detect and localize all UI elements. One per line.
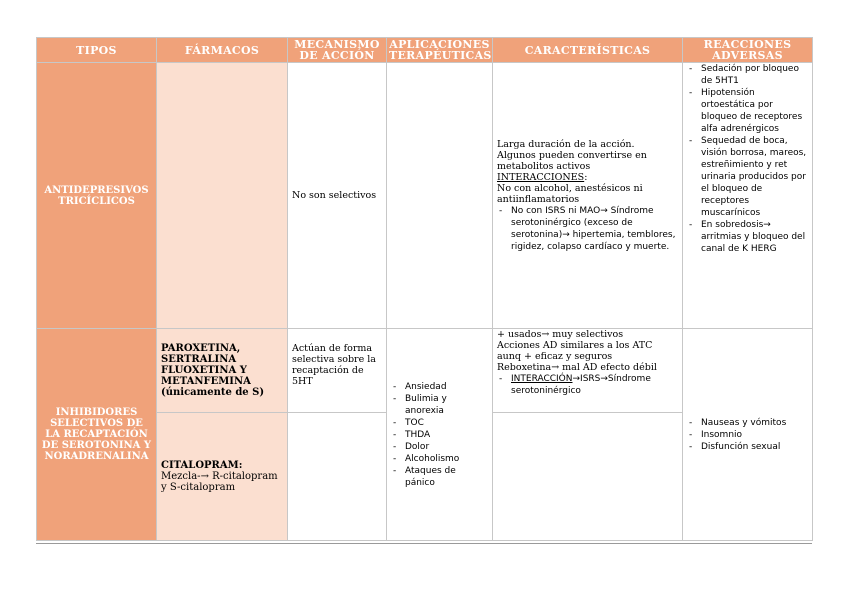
citalopram-title: CITALOPRAM: bbox=[161, 460, 243, 471]
caracteristicas-isrsn bbox=[493, 329, 683, 413]
header-tipos: TIPOS bbox=[37, 38, 157, 63]
tipo-triciclicos: ANTIDEPRESIVOS TRICÍCLICOS bbox=[37, 63, 157, 329]
reacciones-isrsn bbox=[683, 329, 813, 541]
isrsn-line1: + usados→ muy selectivos bbox=[497, 329, 624, 340]
mecanismo-isrsn: Actúan de forma selectiva sobre la recaptación de 5HT bbox=[288, 329, 387, 413]
isrsn-line3: Reboxetina→ mal AD efecto débil bbox=[497, 362, 657, 373]
row-triciclicos bbox=[37, 63, 813, 329]
reaccion-item: - Nauseas y vómitos bbox=[687, 417, 808, 429]
aplicacion-item: - Ataques de pánico bbox=[391, 465, 488, 489]
aplicacion-item: - Bulimia y anorexia bbox=[391, 393, 488, 417]
header-farmacos: FÁRMACOS bbox=[157, 38, 288, 63]
table-bottom-rule bbox=[36, 543, 812, 544]
aplicaciones-isrsn bbox=[387, 329, 493, 541]
caracteristicas-triciclicos bbox=[493, 63, 683, 329]
aplicacion-item: - THDA bbox=[391, 429, 488, 441]
pharmacology-table bbox=[36, 37, 813, 541]
header-caracteristicas: CARACTERÍSTICAS bbox=[493, 38, 683, 63]
caracteristicas-line2: Algunos pueden convertirse en metabolitos activos bbox=[497, 149, 647, 172]
aplicaciones-triciclicos bbox=[387, 63, 493, 329]
aplicacion-item: - Alcoholismo bbox=[391, 453, 488, 465]
mecanismo-citalopram bbox=[288, 413, 387, 541]
interaccion-list bbox=[497, 373, 678, 397]
caracteristicas-line1: Larga duración de la acción. bbox=[497, 138, 635, 150]
header-mecanismo: MECANISMO DE ACCIÓN bbox=[288, 38, 387, 63]
interaccion-text: →ISRS→Síndrome serotoninérgico bbox=[511, 374, 651, 396]
farmaco-paroxetina: PAROXETINA, SERTRALINA FLUOXETINA Y METANFEMINA (únicamente de S) bbox=[157, 329, 288, 413]
farmacos-triciclicos bbox=[157, 63, 288, 329]
interacciones-list bbox=[497, 205, 678, 253]
aplicacion-item: - Ansiedad bbox=[391, 381, 488, 393]
reaccion-item: - Sequedad de boca, visión borrosa, mareos, estreñimiento y ret urinaria producidos por el bloqueo de receptores muscarínicos bbox=[687, 135, 808, 219]
interacciones-colon: : bbox=[584, 171, 588, 183]
interacciones-label: INTERACCIONES bbox=[497, 171, 585, 183]
interaccion-item bbox=[497, 373, 678, 397]
header-row bbox=[37, 38, 813, 63]
tipo-isrsn: INHIBIDORES SELECTIVOS DE LA RECAPTACIÓN DE SEROTONINA Y NORADRENALINA bbox=[37, 329, 157, 541]
reacciones-list-triciclicos bbox=[687, 63, 808, 255]
reaccion-item: - Hipotensión ortoestática por bloqueo de receptores alfa adrenérgicos bbox=[687, 87, 808, 135]
farmaco-citalopram bbox=[157, 413, 288, 541]
reaccion-item: - En sobredosis→ arritmias y bloqueo del canal de K HERG bbox=[687, 219, 808, 255]
reacciones-list-isrsn bbox=[687, 417, 808, 453]
isrsn-line2: Acciones AD similares a los ATC aunq + eficaz y seguros bbox=[497, 340, 653, 362]
header-reacciones: REACCIONES ADVERSAS bbox=[683, 38, 813, 63]
header-aplicaciones: APLICACIONES TERAPÉUTICAS bbox=[387, 38, 493, 63]
interaccion-label: INTERACCIÓN bbox=[511, 374, 573, 384]
reacciones-triciclicos bbox=[683, 63, 813, 329]
reaccion-item: - Disfunción sexual bbox=[687, 441, 808, 453]
caracteristicas-line3: No con alcohol, anestésicos ni antiinflamatorios bbox=[497, 182, 643, 205]
interacciones-bullet: - No con ISRS ni MAO→ Síndrome serotoninérgico (exceso de serotonina)→ hipertemia, temblores, rigidez, colapso cardíaco y muerte. bbox=[497, 205, 678, 253]
aplicacion-item: - TOC bbox=[391, 417, 488, 429]
row-isrsn-a bbox=[37, 329, 813, 413]
citalopram-text: Mezcla-→ R-citalopram y S-citalopram bbox=[161, 471, 278, 493]
caracteristicas-citalopram bbox=[493, 413, 683, 541]
reaccion-item: - Sedación por bloqueo de 5HT1 bbox=[687, 63, 808, 87]
reaccion-item: - Insomnio bbox=[687, 429, 808, 441]
interacciones-heading bbox=[497, 172, 678, 183]
aplicacion-item: - Dolor bbox=[391, 441, 488, 453]
aplicaciones-list bbox=[391, 381, 488, 489]
mecanismo-triciclicos: No son selectivos bbox=[288, 63, 387, 329]
